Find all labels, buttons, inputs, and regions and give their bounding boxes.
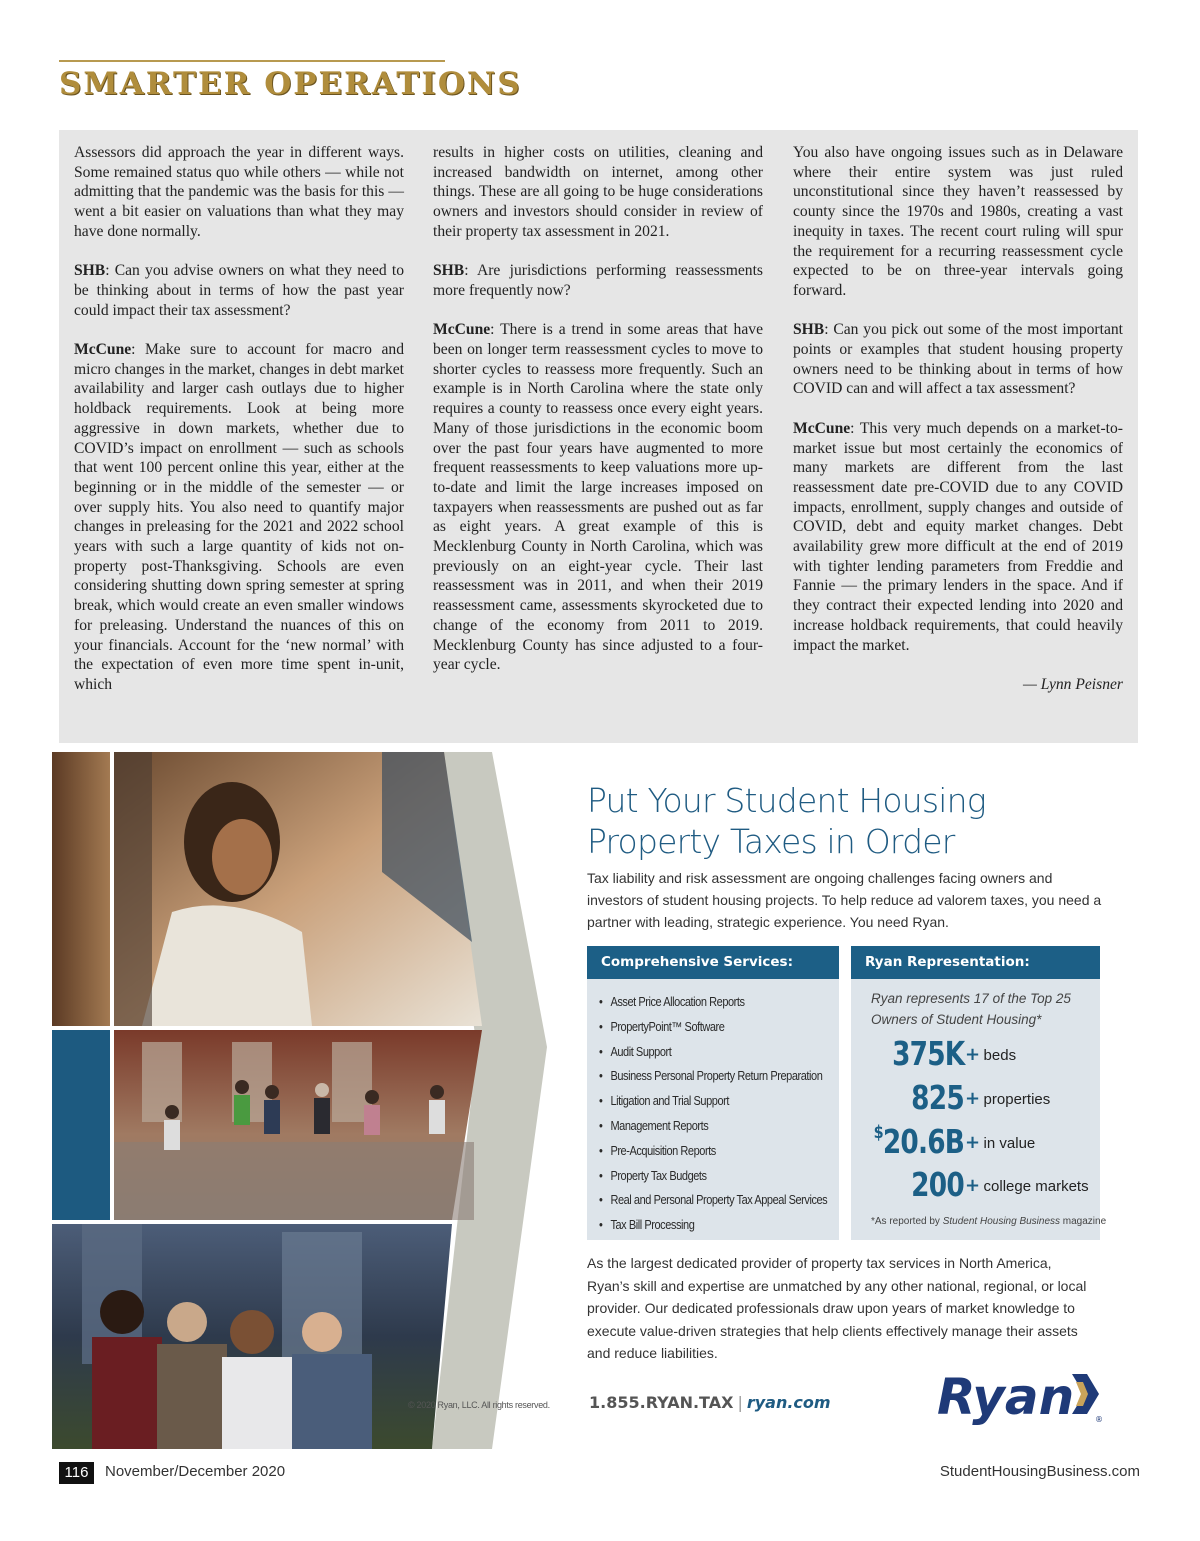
blue-panel	[52, 1030, 110, 1220]
stat-value: $20.6B	[873, 1122, 964, 1161]
speaker: SHB	[793, 321, 825, 339]
representation-intro: Ryan represents 17 of the Top 25 Owners of Student Housing*	[871, 991, 1071, 1027]
speaker: McCune	[433, 321, 491, 339]
website-link[interactable]: ryan.com	[746, 1393, 831, 1412]
speaker: McCune	[74, 341, 132, 358]
paragraph: McCune: This very much depends on a market-to-market issue but most certainly the economics of many markets are different from the last reassessment date pre-COVID due to any COVID impacts, enrollment, supply changes and outside of COVID, debt and equity market changes. Debt availability grew more difficult at the end of 2019 with tighter lending parameters from Freddie and Fannie — the primary lenders in the space. And if they contract their expected lending into 2020 and increase holdback requirements, that could heavily impact the market.	[793, 419, 1123, 654]
stat-beds: 375K	[891, 1034, 964, 1073]
paragraph: SHB: Can you pick out some of the most important points or examples that student housing property owners need to be thinking about in terms of how COVID can and will affect a tax assessment?	[793, 321, 1123, 398]
speaker: SHB	[74, 262, 106, 280]
section-rule	[59, 60, 445, 62]
article-column-2	[433, 143, 763, 675]
paragraph: McCune: There is a trend in some areas that have been on longer term reassessment cycles to move to shorter cycles to reassess more frequently. Such an example is in North Carolina where the state only requires a county to reassess once every eight years. Many of those jurisdictions in the economic boom over the past four years have augmented to more frequent reassessments to keep valuations more up-to-date and limit the large increases imposed on taxpayers when reassessments are pushed out as far as eight years. A great example of this is Mecklenburg County in North Carolina, which was previously on an eight-year cycle. Their last reassessment was in 2011, and when their 2019 reassessment came, assessments skyrocketed due to change of the economy from 2011 to 2019. Mecklenburg County has since adjusted to a four-year cycle.	[433, 321, 763, 674]
ad-body-copy: As the largest dedicated provider of property tax services in North America, Ryan’s skill and expertise are unmatched by any other national, regional, or local provider. Our dedicated professionals draw upon years of market knowledge to execute value-driven strategies that help clients effectively manage their assets and reduce liabilities.	[587, 1255, 1087, 1361]
list-item: • Litigation and Trial Support	[599, 1094, 729, 1109]
paragraph: McCune: Make sure to account for macro and micro changes in the market, changes in debt market availability and larger cash outlays due to higher holdback requirements. Look at being more aggressive in down markets, whether due to COVID’s impact on enrollment — such as schools that went 100 percent online this year, either at the beginning or in the middle of the semester — or over supply hits. You also need to quantify major changes in preleasing for the 2021 and 2022 school years with such a large quantity of kids not on-property post-Thanksgiving. Schools are even considering shutting down spring semester at spring break, which would create an even smaller windows for preleasing. Understand the nuances of this on your financials. Account for the ‘new normal’ with the expectation of even more time spent in-unit, which	[74, 341, 404, 693]
list-item: • PropertyPoint™ Software	[599, 1019, 725, 1034]
photo-collage	[52, 752, 552, 1449]
ad-intro: Tax liability and risk assessment are ongoing challenges facing owners and investors of student housing projects. To help reduce ad valorem taxes, you need a partner with leading, strategic experience. You need Ryan.	[587, 870, 1102, 930]
list-item: • Tax Bill Processing	[599, 1218, 695, 1233]
issue-date: November/December 2020	[105, 1463, 286, 1480]
byline: — Lynn Peisner	[1022, 675, 1123, 693]
representation-box	[851, 946, 1107, 1240]
speaker: McCune	[793, 419, 851, 437]
paragraph: You also have ongoing issues such as in Delaware where their entire system was just ruled unconstitutional since they haven’t reassessed by county since the 1970s and 1980s, creating a vast inequity in taxes. The recent court ruling will spur the requirement for a recurring reassessment cycle expected to be on three-year intervals going forward.	[793, 144, 1123, 299]
stat-properties: 825	[911, 1078, 964, 1117]
ad-headline: Put Your Student Housing Property Taxes in Order	[587, 781, 986, 861]
library-photo	[52, 752, 110, 1026]
student-face	[212, 819, 272, 895]
representation-heading: Ryan Representation:	[851, 946, 1100, 979]
list-item: • Real and Personal Property Tax Appeal Services	[599, 1193, 828, 1208]
article-column-3	[793, 143, 1123, 695]
list-item: • Management Reports	[599, 1118, 709, 1133]
ryan-logo	[937, 1366, 1107, 1426]
stat-markets: 200	[911, 1165, 964, 1204]
list-item: • Audit Support	[599, 1044, 672, 1059]
services-list	[599, 990, 858, 1238]
list-item: • Asset Price Allocation Reports	[599, 995, 745, 1009]
site-name: StudentHousingBusiness.com	[939, 1463, 1140, 1480]
services-box	[587, 946, 839, 1240]
paragraph: Assessors did approach the year in different ways. Some remained status quo while others — while not admitting that the pandemic was the basis for this — went a bit easier on valuations than what they may have done normally.	[74, 144, 404, 240]
paragraph: results in higher costs on utilities, cleaning and increased bandwidth on internet, among other things. These are all going to be huge considerations owners and investors should consider in review of their property tax assessment in 2021.	[433, 144, 763, 240]
section-title: SMARTER OPERATIONS	[59, 66, 522, 102]
services-heading: Comprehensive Services:	[587, 946, 839, 979]
speaker: SHB	[433, 262, 465, 280]
list-item: • Business Personal Property Return Preparation	[599, 1069, 823, 1084]
logo-wordmark: Ryan	[937, 1368, 1075, 1426]
copyright: © 2020 Ryan, LLC. All rights reserved.	[408, 1400, 550, 1410]
page-number: 116	[59, 1462, 94, 1484]
stat-beds-label: + beds	[965, 1044, 1017, 1065]
stat-markets-label: + college markets	[965, 1175, 1089, 1196]
paragraph: SHB: Are jurisdictions performing reassessments more frequently now?	[433, 262, 763, 299]
registered-mark: ®	[1095, 1415, 1103, 1424]
list-item: • Property Tax Budgets	[599, 1168, 707, 1183]
stat-value-label: + in value	[965, 1132, 1036, 1153]
footnote: *As reported by Student Housing Business magazine	[871, 1216, 1107, 1227]
paragraph: SHB: Can you advise owners on what they need to be thinking about in terms of how the past year could impact their tax assessment?	[74, 262, 404, 319]
contact-line: 1.855.RYAN.TAX | ryan.com	[589, 1393, 831, 1412]
stat-properties-label: + properties	[965, 1088, 1051, 1109]
phone-number[interactable]: 1.855.RYAN.TAX	[589, 1393, 734, 1412]
article-column-1	[74, 143, 404, 695]
list-item: • Pre-Acquisition Reports	[599, 1143, 716, 1158]
